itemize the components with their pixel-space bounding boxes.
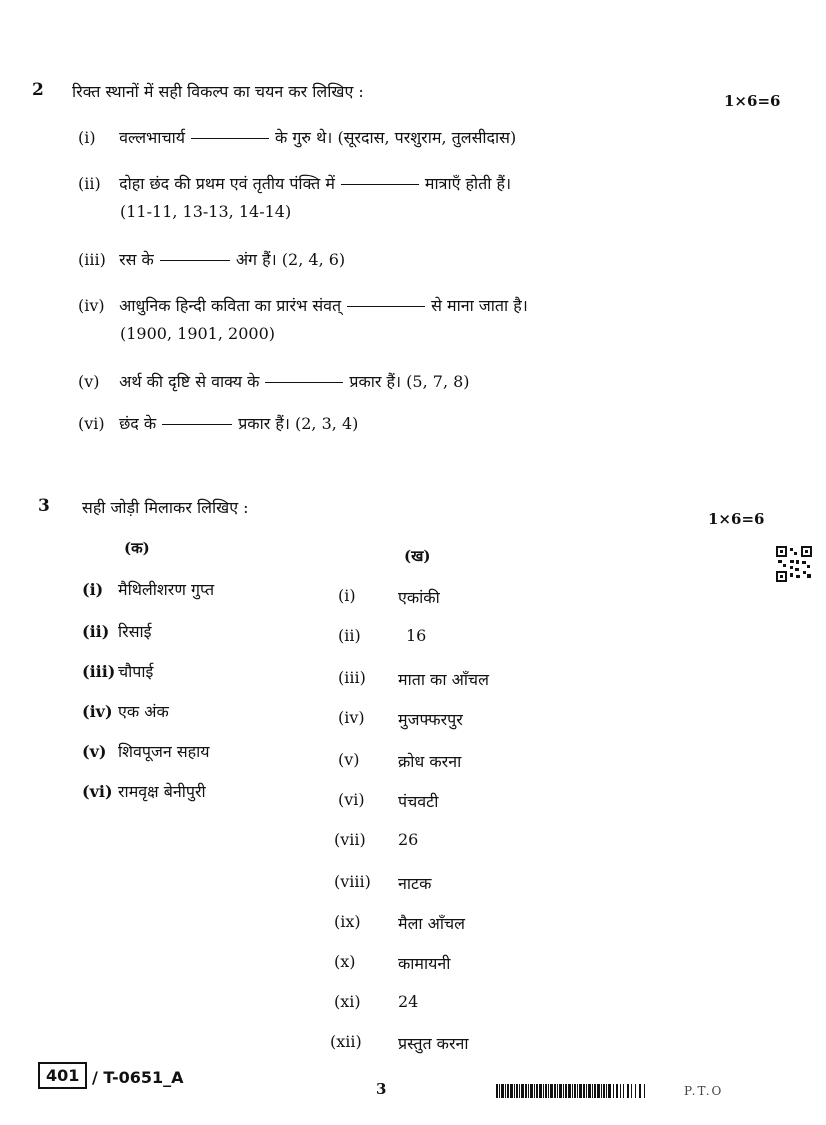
answer-blank bbox=[162, 424, 232, 425]
answer-blank bbox=[160, 260, 230, 261]
column-b-item: प्रस्तुत करना bbox=[398, 1034, 469, 1053]
column-a-heading: (क) bbox=[124, 539, 150, 557]
column-b-number: (x) bbox=[334, 952, 356, 971]
question-2-marks: 1×6=6 bbox=[724, 92, 781, 110]
column-b-number: (iii) bbox=[338, 668, 366, 687]
column-b-item: पंचवटी bbox=[398, 792, 439, 811]
column-a-item: (vi) रामवृक्ष बेनीपुरी bbox=[82, 782, 206, 801]
column-b-number: (iv) bbox=[338, 708, 365, 727]
column-b-number: (ix) bbox=[334, 912, 361, 931]
column-b-item: क्रोध करना bbox=[398, 752, 462, 771]
paper-series: / T-0651_A bbox=[92, 1068, 184, 1087]
question-3-instruction: सही जोड़ी मिलाकर लिखिए : bbox=[82, 498, 249, 517]
answer-blank bbox=[341, 184, 419, 185]
answer-blank bbox=[191, 138, 269, 139]
column-b-heading: (ख) bbox=[404, 547, 431, 565]
barcode-icon bbox=[496, 1084, 674, 1098]
column-b-number: (vi) bbox=[338, 790, 365, 809]
column-b-item: माता का आँचल bbox=[398, 670, 489, 689]
question-2-number: 2 bbox=[32, 80, 44, 100]
question-3-number: 3 bbox=[38, 496, 50, 516]
column-b-number: (vii) bbox=[334, 830, 366, 849]
q2-item-vi: (vi) छंद के प्रकार हैं। (2, 3, 4) bbox=[78, 414, 359, 433]
paper-code-box: 401 bbox=[38, 1062, 87, 1089]
question-3-marks: 1×6=6 bbox=[708, 510, 765, 528]
column-a-item: (i) मैथिलीशरण गुप्त bbox=[82, 580, 215, 599]
q2-item-iii: (iii) रस के अंग हैं। (2, 4, 6) bbox=[78, 250, 346, 269]
column-b-item: 26 bbox=[398, 830, 419, 849]
column-a-item: (iv) एक अंक bbox=[82, 702, 169, 721]
column-b-number: (v) bbox=[338, 750, 360, 769]
column-b-item: नाटक bbox=[398, 874, 432, 893]
q2-item-v: (v) अर्थ की दृष्टि से वाक्य के प्रकार हैं। (5, 7, 8) bbox=[78, 372, 470, 391]
q2-item-iv-options: (1900, 1901, 2000) bbox=[120, 324, 275, 343]
column-a-item: (iii) चौपाई bbox=[82, 662, 154, 681]
q2-item-i: (i) वल्लभाचार्य के गुरु थे। (सूरदास, परशुराम, तुलसीदास) bbox=[78, 128, 517, 147]
column-b-item: कामायनी bbox=[398, 954, 451, 973]
column-b-item: मुजफ्फरपुर bbox=[398, 710, 463, 729]
page-number: 3 bbox=[376, 1080, 387, 1098]
column-b-item: 16 bbox=[406, 626, 427, 645]
column-b-number: (viii) bbox=[334, 872, 371, 891]
q2-item-ii: (ii) दोहा छंद की प्रथम एवं तृतीय पंक्ति में मात्राएँ होती हैं। bbox=[78, 174, 512, 193]
answer-blank bbox=[265, 382, 343, 383]
qr-code-icon bbox=[776, 546, 812, 582]
column-b-item: मैला आँचल bbox=[398, 914, 466, 933]
column-b-number: (xi) bbox=[334, 992, 361, 1011]
column-b-number: (i) bbox=[338, 586, 356, 605]
column-b-number: (ii) bbox=[338, 626, 361, 645]
column-a-item: (ii) रिसाई bbox=[82, 622, 152, 641]
answer-blank bbox=[347, 306, 425, 307]
column-b-item: 24 bbox=[398, 992, 419, 1011]
q2-item-ii-options: (11-11, 13-13, 14-14) bbox=[120, 202, 292, 221]
q2-item-iv: (iv) आधुनिक हिन्दी कविता का प्रारंभ संवत् से माना जाता है। bbox=[78, 296, 528, 315]
column-a-item: (v) शिवपूजन सहाय bbox=[82, 742, 210, 761]
column-b-number: (xii) bbox=[330, 1032, 362, 1051]
please-turn-over: P.T.O bbox=[684, 1084, 724, 1098]
column-b-item: एकांकी bbox=[398, 588, 440, 607]
question-2-instruction: रिक्त स्थानों में सही विकल्प का चयन कर लिखिए : bbox=[72, 82, 364, 101]
